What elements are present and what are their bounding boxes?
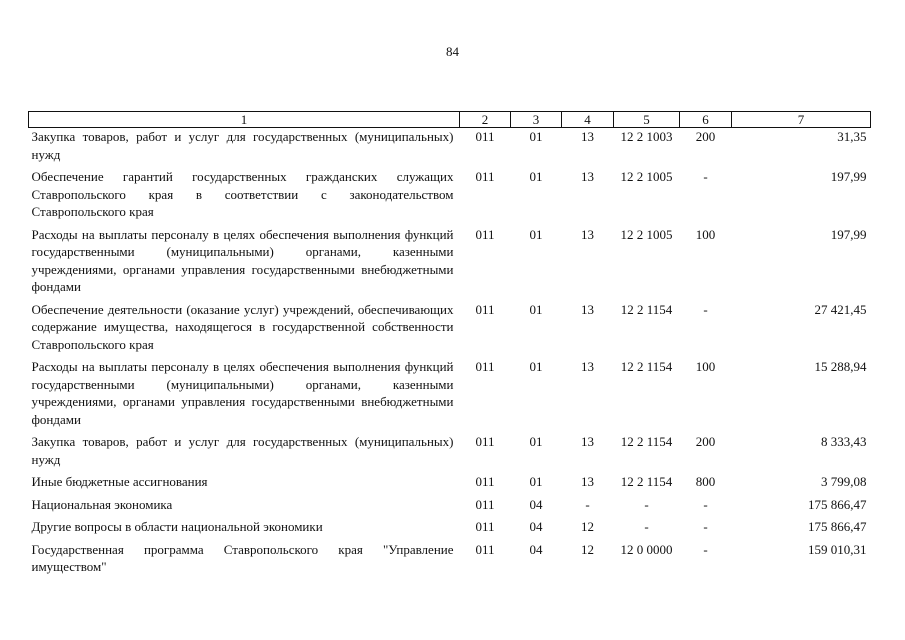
row-code-6-cell: 100: [695, 226, 716, 242]
row-name-cell: Закупка товаров, работ и услуг для государственных (муниципальных) нужд: [31, 129, 454, 162]
row-amount-cell: 31,35: [837, 129, 867, 144]
row-code-6-cell: 200: [695, 129, 716, 144]
row-name-cell: Государственная программа Ставропольского края "Управление имуществом": [31, 541, 454, 574]
row-code-2-cell: 011: [475, 474, 495, 489]
row-code-2-cell: 011: [475, 359, 495, 374]
row-amount-cell: 175 866,47: [808, 519, 867, 534]
row-amount-cell: 197,99: [830, 169, 867, 184]
row-code-4-cell: 13: [581, 169, 594, 184]
row-code-5-cell: 12 0 0000: [620, 541, 673, 557]
row-code-3-cell: 01: [529, 169, 543, 184]
row-code-4-cell: 13: [581, 129, 594, 144]
table-row: [29, 225, 871, 300]
row-amount-cell: 197,99: [830, 226, 867, 242]
table-header-row: [29, 112, 871, 128]
row-code-4-cell: 13: [581, 226, 594, 242]
column-header-4: 4: [562, 112, 614, 128]
row-code-2-cell: 011: [475, 301, 495, 317]
table-row: [29, 517, 871, 540]
row-amount-cell: 27 421,45: [814, 301, 867, 317]
row-code-3-cell: 01: [529, 226, 543, 242]
table-row: [29, 432, 871, 472]
table-row: [29, 300, 871, 358]
row-code-2-cell: 011: [475, 129, 495, 144]
row-code-6-cell: -: [703, 301, 708, 317]
row-name-cell: Другие вопросы в области национальной экономики: [31, 519, 323, 534]
column-header-2: 2: [460, 112, 511, 128]
column-header-1: 1: [29, 112, 460, 128]
table-row: [29, 495, 871, 518]
row-code-5-cell: -: [644, 519, 649, 534]
row-code-2-cell: 011: [475, 226, 495, 242]
row-code-3-cell: 01: [529, 474, 543, 489]
row-code-2-cell: 011: [475, 434, 495, 449]
page-number: 84: [446, 44, 459, 59]
row-code-4-cell: 13: [581, 359, 594, 374]
row-name-cell: Иные бюджетные ассигнования: [31, 474, 208, 489]
table-row: [29, 167, 871, 225]
row-code-3-cell: 01: [529, 129, 543, 144]
row-code-5-cell: 12 2 1005: [620, 169, 673, 184]
row-amount-cell: 175 866,47: [808, 496, 867, 512]
table-row: [29, 128, 871, 168]
row-code-4-cell: 12: [581, 541, 594, 557]
row-code-6-cell: 100: [695, 359, 716, 374]
row-code-4-cell: 13: [581, 434, 594, 449]
row-name-cell: Обеспечение гарантий государственных гражданских служащих Ставропольского края в соответствии с законодательством Ставропольского края: [31, 169, 454, 219]
table-row: [29, 540, 871, 580]
row-amount-cell: 15 288,94: [814, 359, 867, 374]
row-amount-cell: 3 799,08: [821, 474, 867, 489]
row-name-cell: Национальная экономика: [31, 496, 173, 512]
column-header-7: 7: [732, 112, 871, 128]
row-code-6-cell: -: [703, 519, 708, 534]
row-code-5-cell: 12 2 1154: [620, 359, 673, 374]
row-code-6-cell: 800: [695, 474, 716, 489]
row-code-5-cell: 12 2 1154: [620, 434, 673, 449]
row-code-3-cell: 01: [529, 434, 543, 449]
row-code-3-cell: 04: [529, 519, 543, 534]
row-code-2-cell: 011: [475, 169, 495, 184]
row-code-4-cell: 13: [581, 301, 594, 317]
row-code-5-cell: -: [644, 496, 649, 512]
row-code-5-cell: 12 2 1003: [620, 129, 673, 144]
row-code-6-cell: -: [703, 496, 708, 512]
row-name-cell: Расходы на выплаты персоналу в целях обеспечения выполнения функций государственными (муниципальными) органами, казенными учреждениями, органами управления государственными внебюджетными фондами: [31, 226, 454, 294]
column-header-3: 3: [511, 112, 562, 128]
row-code-3-cell: 04: [529, 496, 543, 512]
row-code-5-cell: 12 2 1154: [620, 474, 673, 489]
row-code-4-cell: 13: [581, 474, 594, 489]
row-code-4-cell: -: [585, 496, 590, 512]
table-row: [29, 357, 871, 432]
row-code-2-cell: 011: [475, 541, 495, 557]
row-code-3-cell: 01: [529, 301, 543, 317]
row-amount-cell: 159 010,31: [808, 541, 867, 557]
column-header-6: 6: [680, 112, 732, 128]
row-name-cell: Закупка товаров, работ и услуг для государственных (муниципальных) нужд: [31, 434, 454, 467]
column-header-5: 5: [614, 112, 680, 128]
row-name-cell: Расходы на выплаты персоналу в целях обеспечения выполнения функций государственными (муниципальными) органами, казенными учреждениями, органами управления государственными внебюджетными фондами: [31, 359, 454, 427]
row-code-2-cell: 011: [475, 496, 495, 512]
row-code-5-cell: 12 2 1154: [620, 301, 673, 317]
budget-table: [28, 111, 871, 580]
row-code-2-cell: 011: [475, 519, 495, 534]
row-code-3-cell: 04: [529, 541, 543, 557]
row-name-cell: Обеспечение деятельности (оказание услуг) учреждений, обеспечивающих содержание имущества, находящегося в государственной собственности Ставропольского края: [31, 301, 454, 352]
row-code-3-cell: 01: [529, 359, 543, 374]
row-amount-cell: 8 333,43: [821, 434, 867, 449]
row-code-6-cell: -: [703, 169, 708, 184]
table-row: [29, 472, 871, 495]
row-code-5-cell: 12 2 1005: [620, 226, 673, 242]
row-code-6-cell: -: [703, 541, 708, 557]
row-code-4-cell: 12: [581, 519, 594, 534]
row-code-6-cell: 200: [695, 434, 716, 449]
